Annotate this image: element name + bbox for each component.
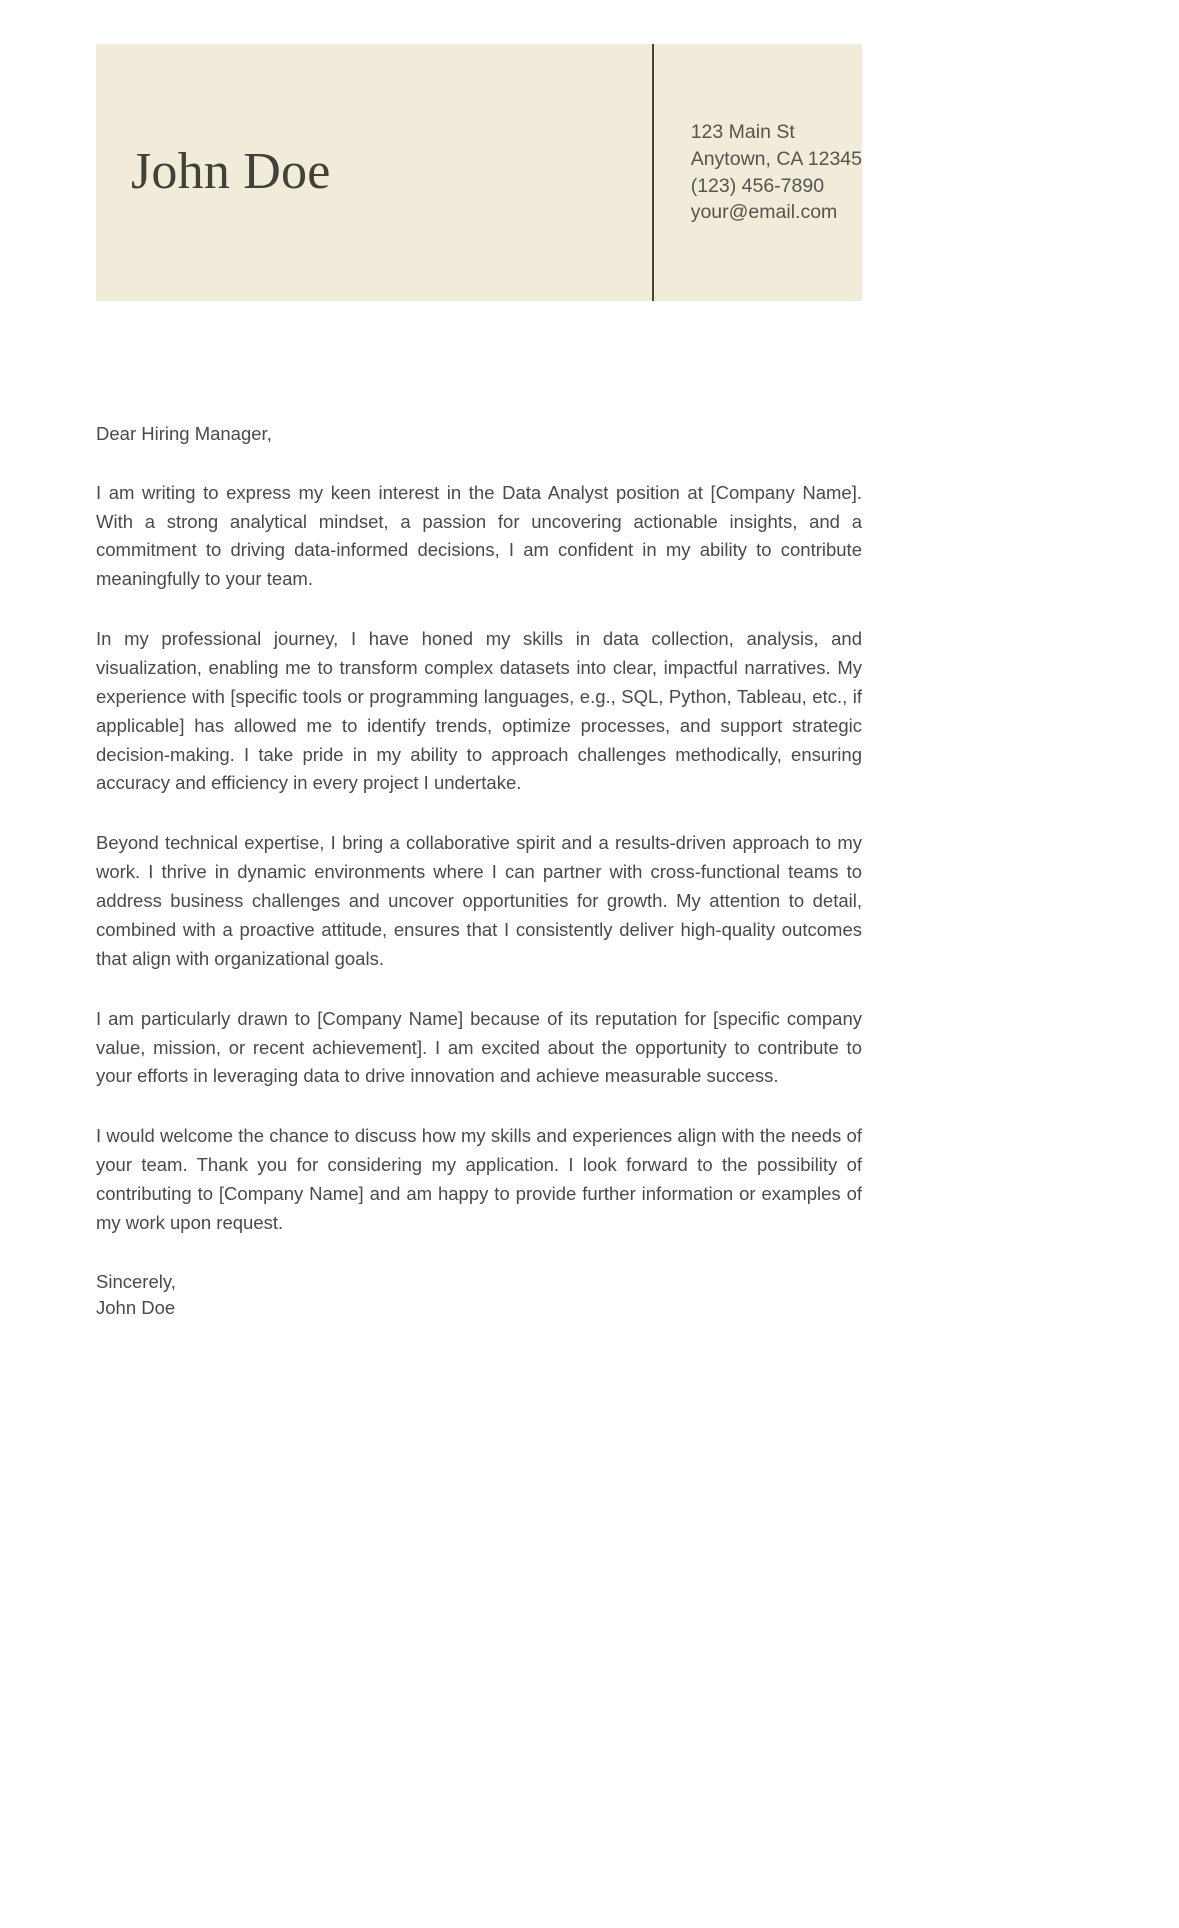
closing-block [96,1269,862,1322]
candidate-name: John Doe [131,143,331,201]
header-name-column [96,44,652,301]
signature-name: John Doe [96,1297,176,1319]
contact-phone: (123) 456-7890 [690,174,825,197]
contact-street-address: 123 Main St [690,121,795,144]
letter-paragraph: Beyond technical expertise, I bring a collaborative spirit and a results-driven approach to my work. I thrive in dynamic environments where I can partner with cross-functional teams to address business challenges and uncover opportunities for growth. My attention to detail, combined with a proactive attitude, ensures that I consistently deliver high-quality outcomes that align with organizational goals. [96,832,862,969]
contact-city-state-zip: Anytown, CA 12345 [690,147,862,170]
letter-paragraph: I would welcome the chance to discuss how my skills and experiences align with the needs of your team. Thank you for considering my application. I look forward to the possibility of contributing to [Company Name] and am happy to provide further information or examples of my work upon request. [96,1125,862,1233]
letter-header [96,44,862,301]
letter-paragraph: In my professional journey, I have honed my skills in data collection, analysis, and visualization, enabling me to transform complex datasets into clear, impactful narratives. My experience with [specific tools or programming languages, e.g., SQL, Python, Tableau, etc., if applicable] has allowed me to identify trends, optimize processes, and support strategic decision-making. I take pride in my ability to approach challenges methodically, ensuring accuracy and efficiency in every project I undertake. [96,628,862,794]
letter-paragraph: I am particularly drawn to [Company Name] because of its reputation for [specific company value, mission, or recent achievement]. I am excited about the opportunity to contribute to your efforts in leveraging data to drive innovation and achieve measurable success. [96,1007,862,1087]
letter-body [96,420,862,1322]
letter-paragraph: I am writing to express my keen interest in the Data Analyst position at [Company Name]. With a strong analytical mindset, a passion for uncovering actionable insights, and a commitment to driving data-informed decisions, I am confident in my ability to contribute meaningfully to your team. [96,481,862,590]
contact-block [654,44,862,301]
contact-email: your@email.com [690,201,838,224]
closing-salutation: Sincerely, [96,1270,176,1292]
salutation: Dear Hiring Manager, [96,423,272,444]
